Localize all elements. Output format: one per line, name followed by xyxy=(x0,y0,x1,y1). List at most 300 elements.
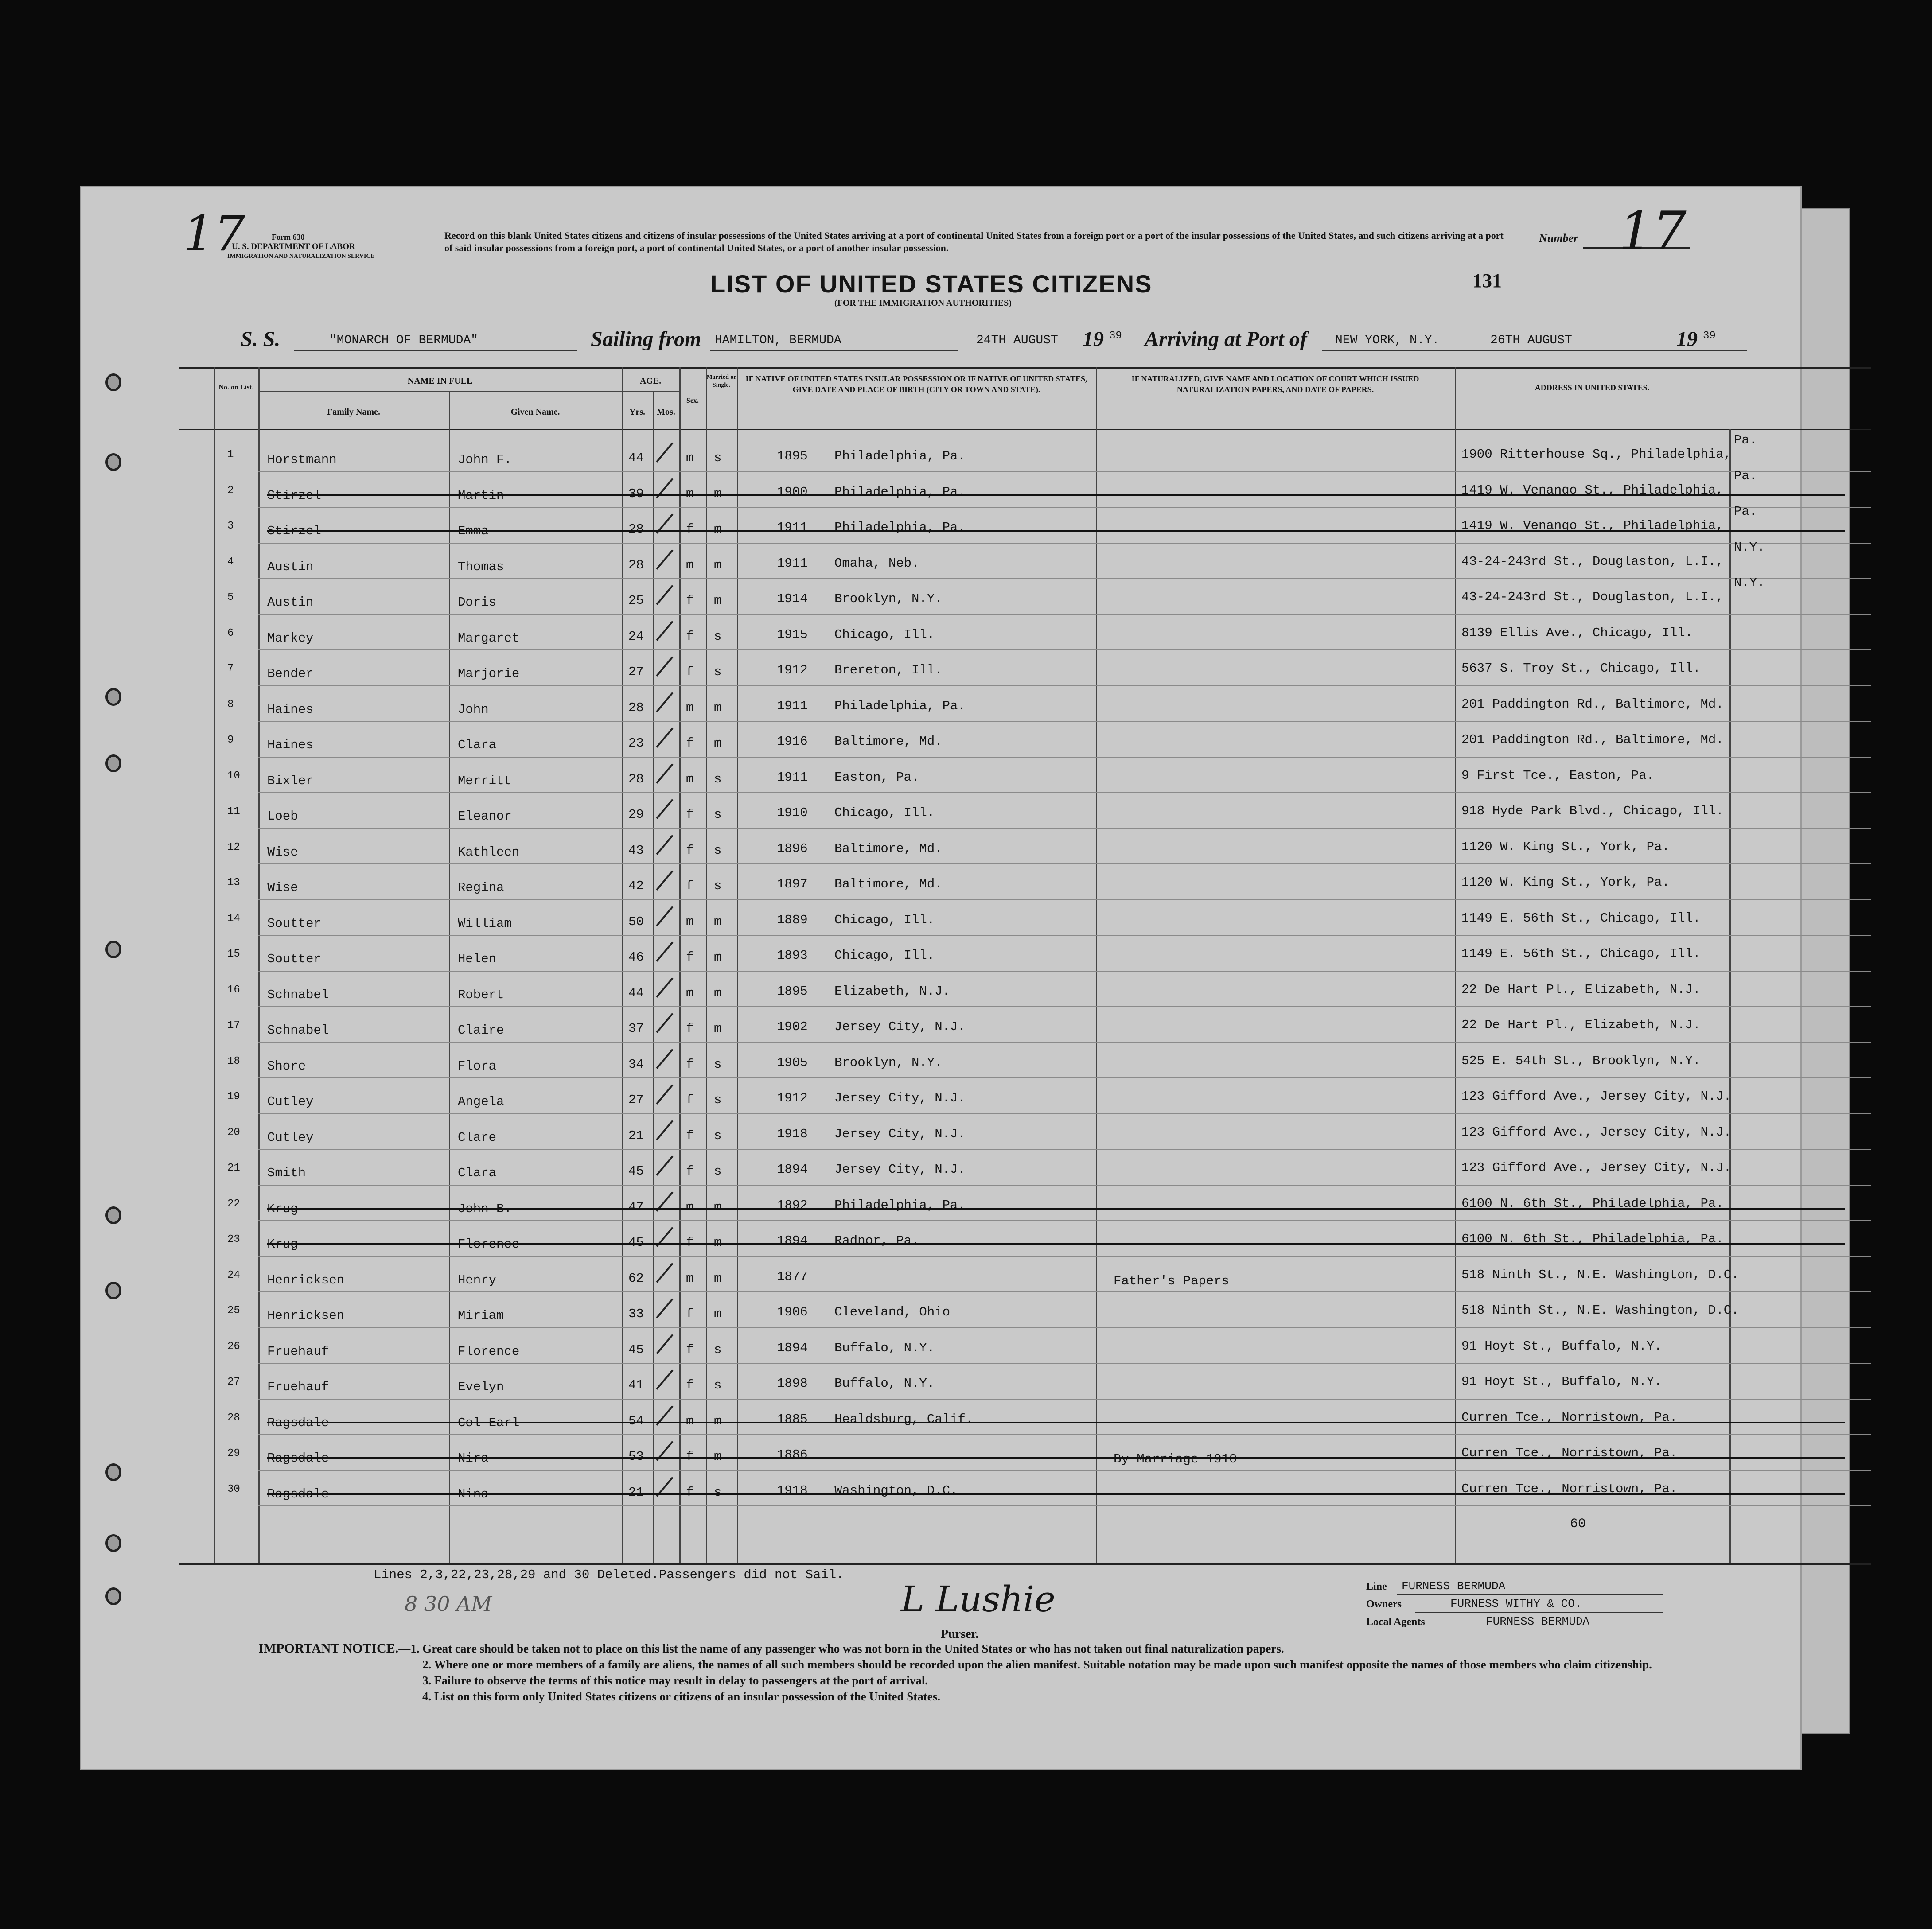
birth-place: Chicago, Ill. xyxy=(834,627,935,642)
family-name: Austin xyxy=(267,595,314,610)
family-name: Smith xyxy=(267,1166,306,1180)
sex: m xyxy=(686,985,694,1000)
manifest-page xyxy=(80,186,1802,1770)
owners-label: Owners xyxy=(1366,1598,1402,1610)
row-number: 2 xyxy=(227,484,234,497)
given-name: Clare xyxy=(458,1130,497,1145)
address: 525 E. 54th St., Brooklyn, N.Y. xyxy=(1461,1053,1701,1068)
given-name: Thomas xyxy=(458,559,504,574)
family-name: Ragsdale xyxy=(267,1415,329,1430)
row-number: 11 xyxy=(227,805,240,817)
birth-place: Washington, D.C. xyxy=(834,1483,958,1498)
check-mark xyxy=(656,549,673,569)
sex: f xyxy=(686,1093,694,1107)
address: 123 Gifford Ave., Jersey City, N.J. xyxy=(1461,1160,1732,1175)
check-mark xyxy=(656,621,673,641)
margin-count: 60 xyxy=(1570,1517,1586,1532)
table-header-rule xyxy=(179,429,1871,430)
sex: m xyxy=(686,771,694,786)
table-bottom-rule xyxy=(179,1563,1871,1565)
sailing-year-prefix: 19 xyxy=(1083,327,1104,351)
row-rule xyxy=(258,935,1871,936)
birth-place: Philadelphia, Pa. xyxy=(834,698,966,713)
family-name: Horstmann xyxy=(267,452,337,467)
row-rule xyxy=(258,721,1871,722)
age-years: 53 xyxy=(628,1449,644,1464)
birth-year: 1898 xyxy=(777,1376,808,1391)
row-rule xyxy=(258,792,1871,793)
sex: f xyxy=(686,522,694,537)
birth-year: 1918 xyxy=(777,1483,808,1498)
sex: f xyxy=(686,1057,694,1072)
marital-status: m xyxy=(714,914,722,929)
family-name: Bender xyxy=(267,666,314,681)
age-years: 54 xyxy=(628,1413,644,1428)
check-mark xyxy=(656,1369,673,1389)
row-rule xyxy=(258,1006,1871,1007)
age-years: 62 xyxy=(628,1271,644,1286)
strike-line xyxy=(267,1457,1845,1459)
sex: m xyxy=(686,557,694,572)
check-mark xyxy=(656,941,673,961)
family-name: Loeb xyxy=(267,809,298,824)
row-rule xyxy=(258,649,1871,650)
birth-year: 1894 xyxy=(777,1162,808,1177)
row-number: 1 xyxy=(227,449,234,461)
birth-year: 1914 xyxy=(777,591,808,606)
sex: m xyxy=(686,1199,694,1214)
check-mark xyxy=(656,1049,673,1069)
col-divider-address xyxy=(1455,367,1456,1563)
header-family: Family Name. xyxy=(327,407,380,417)
header-yrs: Yrs. xyxy=(629,407,646,417)
sex: m xyxy=(686,1413,694,1428)
age-years: 43 xyxy=(628,843,644,858)
strike-line xyxy=(267,1208,1845,1210)
age-years: 45 xyxy=(628,1342,644,1357)
sailing-date: 24TH AUGUST xyxy=(976,334,1058,347)
agents-value: FURNESS BERMUDA xyxy=(1486,1615,1590,1628)
address: 1120 W. King St., York, Pa. xyxy=(1461,875,1670,890)
address: 918 Hyde Park Blvd., Chicago, Ill. xyxy=(1461,804,1724,818)
family-name: Cutley xyxy=(267,1094,314,1109)
marital-status: m xyxy=(714,1021,722,1036)
sex: f xyxy=(686,1164,694,1178)
birth-year: 1895 xyxy=(777,984,808,999)
address: 123 Gifford Ave., Jersey City, N.J. xyxy=(1461,1124,1732,1140)
given-name: Eleanor xyxy=(458,809,512,824)
birth-place: Jersey City, N.J. xyxy=(834,1019,966,1034)
birth-year: 1915 xyxy=(777,627,808,642)
row-rule xyxy=(258,1363,1871,1364)
row-rule xyxy=(258,1042,1871,1043)
punch-hole xyxy=(105,1206,121,1224)
address: 1900 Ritterhouse Sq., Philadelphia, xyxy=(1461,447,1732,462)
age-years: 33 xyxy=(628,1307,644,1321)
row-number: 19 xyxy=(227,1091,240,1103)
age-years: 45 xyxy=(628,1164,644,1178)
owners-underline xyxy=(1415,1612,1663,1613)
birth-place: Jersey City, N.J. xyxy=(834,1126,966,1141)
sex: f xyxy=(686,1021,694,1036)
line-underline xyxy=(1397,1594,1663,1595)
punch-hole xyxy=(105,941,121,958)
header-name: NAME IN FULL xyxy=(407,376,473,386)
punch-hole xyxy=(105,1463,121,1481)
age-years: 21 xyxy=(628,1485,644,1500)
marital-status: s xyxy=(714,451,722,465)
age-years: 27 xyxy=(628,1093,644,1107)
address: 1419 W. Venango St., Philadelphia, xyxy=(1461,482,1724,498)
family-name: Markey xyxy=(267,630,314,646)
sex: f xyxy=(686,1342,694,1357)
row-number: 6 xyxy=(227,627,234,639)
sex: f xyxy=(686,1485,694,1500)
age-years: 44 xyxy=(628,451,644,465)
col-divider-married xyxy=(706,367,707,1563)
given-name: William xyxy=(458,916,512,931)
arrival-year-suffix: 39 xyxy=(1703,330,1716,342)
birth-year: 1886 xyxy=(777,1447,808,1462)
address: Curren Tce., Norristown, Pa. xyxy=(1461,1481,1678,1496)
given-name: Henry xyxy=(458,1272,497,1287)
sex: f xyxy=(686,1128,694,1143)
family-name: Henricksen xyxy=(267,1308,345,1323)
sex: f xyxy=(686,593,694,608)
header-given: Given Name. xyxy=(510,407,560,417)
age-years: 37 xyxy=(628,1021,644,1036)
age-years: 21 xyxy=(628,1128,644,1143)
family-name: Wise xyxy=(267,880,298,895)
name-age-subrule xyxy=(258,391,679,392)
marital-status: m xyxy=(714,1199,722,1214)
check-mark xyxy=(656,692,673,712)
birth-year: 1877 xyxy=(777,1269,808,1284)
sex: f xyxy=(686,736,694,751)
row-rule xyxy=(258,1149,1871,1150)
arrival-year-prefix: 19 xyxy=(1676,327,1698,351)
sex: f xyxy=(686,807,694,822)
birth-year: 1889 xyxy=(777,912,808,927)
given-name: Nina xyxy=(458,1486,489,1501)
check-mark xyxy=(656,1120,673,1140)
birth-year: 1885 xyxy=(777,1412,808,1427)
birth-place: Chicago, Ill. xyxy=(834,912,935,927)
sailing-year-suffix: 39 xyxy=(1109,330,1122,342)
family-name: Henricksen xyxy=(267,1272,345,1287)
check-mark xyxy=(656,1334,673,1354)
sex: m xyxy=(686,486,694,501)
number-label: Number xyxy=(1539,232,1578,245)
given-name: Clara xyxy=(458,738,497,752)
row-number: 27 xyxy=(227,1376,240,1388)
strike-line xyxy=(267,530,1845,532)
marital-status: s xyxy=(714,807,722,822)
family-name: Fruehauf xyxy=(267,1380,329,1394)
birth-year: 1910 xyxy=(777,805,808,820)
check-mark xyxy=(656,727,673,747)
row-number: 7 xyxy=(227,663,234,675)
check-mark xyxy=(656,656,673,676)
notice-1: —1. Great care should be taken not to place on this list the name of any passenger who was not born in the United States or who has not taken out final naturalization papers. xyxy=(398,1642,1284,1655)
sailing-port: HAMILTON, BERMUDA xyxy=(715,334,841,347)
birth-place: Healdsburg, Calif. xyxy=(834,1412,974,1427)
given-name: Angela xyxy=(458,1094,504,1109)
check-mark xyxy=(656,870,673,890)
check-mark xyxy=(656,1013,673,1033)
col-divider-sex xyxy=(679,367,681,1563)
birth-place: Brooklyn, N.Y. xyxy=(834,591,943,606)
family-name: Bixler xyxy=(267,773,314,788)
row-rule xyxy=(258,1113,1871,1114)
age-years: 27 xyxy=(628,665,644,679)
page-number: 131 xyxy=(1472,270,1502,292)
family-name: Wise xyxy=(267,844,298,859)
age-years: 42 xyxy=(628,879,644,893)
form-subtitle: (FOR THE IMMIGRATION AUTHORITIES) xyxy=(834,298,1012,308)
birth-place: Omaha, Neb. xyxy=(834,556,919,571)
row-number: 18 xyxy=(227,1055,240,1067)
birth-year: 1916 xyxy=(777,734,808,749)
department: U. S. DEPARTMENT OF LABOR xyxy=(232,242,355,251)
naturalization: By Marriage 1910 xyxy=(1114,1452,1237,1466)
row-rule xyxy=(258,471,1871,472)
family-name: Ragsdale xyxy=(267,1451,329,1466)
marital-status: s xyxy=(714,771,722,786)
marital-status: s xyxy=(714,1485,722,1500)
birth-place: Baltimore, Md. xyxy=(834,734,943,749)
strike-line xyxy=(267,1243,1845,1245)
birth-place: Jersey City, N.J. xyxy=(834,1162,966,1177)
header-no: No. on List. xyxy=(218,384,254,391)
marital-status: m xyxy=(714,1271,722,1286)
address-state: Pa. xyxy=(1734,433,1757,447)
birth-year: 1905 xyxy=(777,1055,808,1070)
important-notice xyxy=(258,1641,1818,1704)
address: 43-24-243rd St., Douglaston, L.I., xyxy=(1461,590,1724,604)
address-state: N.Y. xyxy=(1734,540,1765,555)
marital-status: m xyxy=(714,1307,722,1321)
given-name: Miriam xyxy=(458,1308,504,1323)
form-title: LIST OF UNITED STATES CITIZENS xyxy=(710,270,1153,298)
birth-place: Buffalo, N.Y. xyxy=(834,1376,935,1391)
address: 123 Gifford Ave., Jersey City, N.J. xyxy=(1461,1089,1732,1104)
given-name: Martin xyxy=(458,488,504,503)
birth-place: Chicago, Ill. xyxy=(834,805,935,820)
address: 5637 S. Troy St., Chicago, Ill. xyxy=(1461,661,1701,676)
birth-year: 1906 xyxy=(777,1305,808,1319)
address: 6100 N. 6th St., Philadelphia, Pa. xyxy=(1461,1196,1724,1211)
table-top-rule xyxy=(179,367,1871,369)
marital-status: s xyxy=(714,1128,722,1143)
row-number: 9 xyxy=(227,734,234,746)
marital-status: m xyxy=(714,950,722,964)
header-married: Married or Single. xyxy=(706,374,736,389)
row-rule xyxy=(258,757,1871,758)
family-name: Stirzel xyxy=(267,488,321,503)
given-name: Regina xyxy=(458,880,504,895)
birth-year: 1912 xyxy=(777,1091,808,1105)
birth-year: 1900 xyxy=(777,484,808,499)
family-name: Cutley xyxy=(267,1130,314,1145)
given-name: Florence xyxy=(458,1344,520,1359)
sex: f xyxy=(686,879,694,893)
address: 22 De Hart Pl., Elizabeth, N.J. xyxy=(1461,1018,1701,1032)
row-rule xyxy=(258,1470,1871,1471)
check-mark xyxy=(656,835,673,855)
birth-place: Philadelphia, Pa. xyxy=(834,484,966,499)
col-divider-given xyxy=(449,391,450,1563)
col-divider-naturalized xyxy=(1096,367,1097,1563)
family-name: Stirzel xyxy=(267,524,321,538)
line-value: FURNESS BERMUDA xyxy=(1402,1579,1506,1593)
address: 1149 E. 56th St., Chicago, Ill. xyxy=(1461,910,1701,926)
sex: m xyxy=(686,1271,694,1286)
marital-status: s xyxy=(714,843,722,858)
birth-place: Chicago, Ill. xyxy=(834,948,935,963)
header-mos: Mos. xyxy=(657,407,675,417)
sex: f xyxy=(686,1378,694,1392)
check-mark xyxy=(656,799,673,819)
age-years: 50 xyxy=(628,914,644,929)
row-number: 28 xyxy=(227,1412,240,1424)
header-sex: Sex. xyxy=(686,397,699,404)
address: 8139 Ellis Ave., Chicago, Ill. xyxy=(1461,625,1693,640)
birth-year: 1892 xyxy=(777,1198,808,1213)
form-number: Form 630 xyxy=(272,233,305,241)
marital-status: m xyxy=(714,736,722,751)
marital-status: m xyxy=(714,700,722,715)
header-naturalized: IF NATURALIZED, GIVE NAME AND LOCATION OF COURT WHICH ISSUED NATURALIZATION PAPERS, AND DATE OF PAPERS. xyxy=(1131,374,1419,394)
marital-status: s xyxy=(714,1378,722,1392)
row-rule xyxy=(258,828,1871,829)
punch-hole xyxy=(105,1534,121,1552)
strike-line xyxy=(267,494,1845,496)
notice-title: IMPORTANT NOTICE. xyxy=(258,1641,399,1656)
row-number: 3 xyxy=(227,520,234,532)
purser-label: Purser. xyxy=(941,1627,979,1641)
given-name: Evelyn xyxy=(458,1380,504,1394)
address: 43-24-243rd St., Douglaston, L.I., xyxy=(1461,554,1724,569)
sex: f xyxy=(686,1235,694,1250)
marital-status: m xyxy=(714,1235,722,1250)
marital-status: s xyxy=(714,1164,722,1178)
given-name: Flora xyxy=(458,1058,497,1073)
address-state: Pa. xyxy=(1734,504,1757,519)
arriving-label: Arriving at Port of xyxy=(1145,327,1307,351)
given-name: Helen xyxy=(458,952,497,966)
sex: m xyxy=(686,914,694,929)
ss-label: S. S. xyxy=(241,327,280,351)
family-name: Soutter xyxy=(267,916,321,931)
birth-year: 1897 xyxy=(777,877,808,891)
row-number: 24 xyxy=(227,1269,240,1281)
birth-year: 1896 xyxy=(777,841,808,856)
row-number: 20 xyxy=(227,1126,240,1139)
family-name: Shore xyxy=(267,1058,306,1073)
row-number: 5 xyxy=(227,591,234,603)
age-years: 28 xyxy=(628,557,644,572)
age-years: 28 xyxy=(628,522,644,537)
row-rule xyxy=(258,1505,1871,1506)
deleted-note: Lines 2,3,22,23,28,29 and 30 Deleted.Passengers did not Sail. xyxy=(374,1567,844,1582)
row-number: 15 xyxy=(227,948,240,960)
row-rule xyxy=(258,1327,1871,1328)
given-name: Clara xyxy=(458,1166,497,1180)
birth-place: Easton, Pa. xyxy=(834,770,919,785)
address: 22 De Hart Pl., Elizabeth, N.J. xyxy=(1461,982,1701,997)
given-name: Claire xyxy=(458,1023,504,1038)
col-divider-no xyxy=(214,367,215,1563)
marital-status: s xyxy=(714,879,722,893)
age-years: 28 xyxy=(628,771,644,786)
ship-name: "MONARCH OF BERMUDA" xyxy=(329,334,479,347)
marital-status: m xyxy=(714,557,722,572)
purser-signature: L Lushie xyxy=(901,1579,1056,1620)
family-name: Schnabel xyxy=(267,987,329,1002)
family-name: Soutter xyxy=(267,952,321,966)
birth-place: Philadelphia, Pa. xyxy=(834,520,966,535)
row-number: 10 xyxy=(227,770,240,782)
birth-year: 1893 xyxy=(777,948,808,963)
given-name: Nira xyxy=(458,1451,489,1466)
family-name: Schnabel xyxy=(267,1023,329,1038)
birth-year: 1894 xyxy=(777,1340,808,1355)
check-mark xyxy=(656,1155,673,1175)
birth-place: Philadelphia, Pa. xyxy=(834,1198,966,1213)
row-rule xyxy=(258,971,1871,972)
marital-status: s xyxy=(714,1342,722,1357)
sex: f xyxy=(686,629,694,644)
sex: m xyxy=(686,451,694,465)
punch-hole xyxy=(105,453,121,471)
naturalization: Father's Papers xyxy=(1114,1273,1230,1288)
address: 91 Hoyt St., Buffalo, N.Y. xyxy=(1461,1374,1662,1389)
address: Curren Tce., Norristown, Pa. xyxy=(1461,1410,1678,1425)
given-name: John F. xyxy=(458,452,512,467)
col-divider-state xyxy=(1729,429,1731,1563)
age-years: 29 xyxy=(628,807,644,822)
row-rule xyxy=(258,899,1871,900)
check-mark xyxy=(656,1298,673,1318)
family-name: Ragsdale xyxy=(267,1486,329,1501)
row-rule xyxy=(258,1434,1871,1435)
row-rule xyxy=(258,685,1871,686)
marital-status: s xyxy=(714,665,722,679)
check-mark xyxy=(656,977,673,997)
notice-2: 2. Where one or more members of a family are aliens, the names of all such members should be recorded upon the alien manifest. Suitable notation may be made upon such manifest opposite the names of those members who claim citizenship. xyxy=(422,1658,1652,1671)
notice-4: 4. List on this form only United States citizens or citizens of an insular possession of the United States. xyxy=(422,1690,941,1703)
punch-hole xyxy=(105,754,121,772)
birth-year: 1911 xyxy=(777,520,808,535)
row-number: 23 xyxy=(227,1233,240,1245)
time-stamp: 8 30 AM xyxy=(405,1592,492,1616)
address: 201 Paddington Rd., Baltimore, Md. xyxy=(1461,732,1724,747)
punch-hole xyxy=(105,1587,121,1605)
check-mark xyxy=(656,1084,673,1104)
age-years: 45 xyxy=(628,1235,644,1250)
birth-place: Elizabeth, N.J. xyxy=(834,984,950,999)
birth-year: 1911 xyxy=(777,770,808,785)
row-rule xyxy=(258,614,1871,615)
family-name: Krug xyxy=(267,1237,298,1252)
family-name: Fruehauf xyxy=(267,1344,329,1359)
address: 1149 E. 56th St., Chicago, Ill. xyxy=(1461,946,1701,961)
birth-place: Buffalo, N.Y. xyxy=(834,1340,935,1355)
punch-hole xyxy=(105,373,121,391)
agents-label: Local Agents xyxy=(1366,1616,1425,1628)
arrival-date: 26TH AUGUST xyxy=(1490,334,1572,347)
